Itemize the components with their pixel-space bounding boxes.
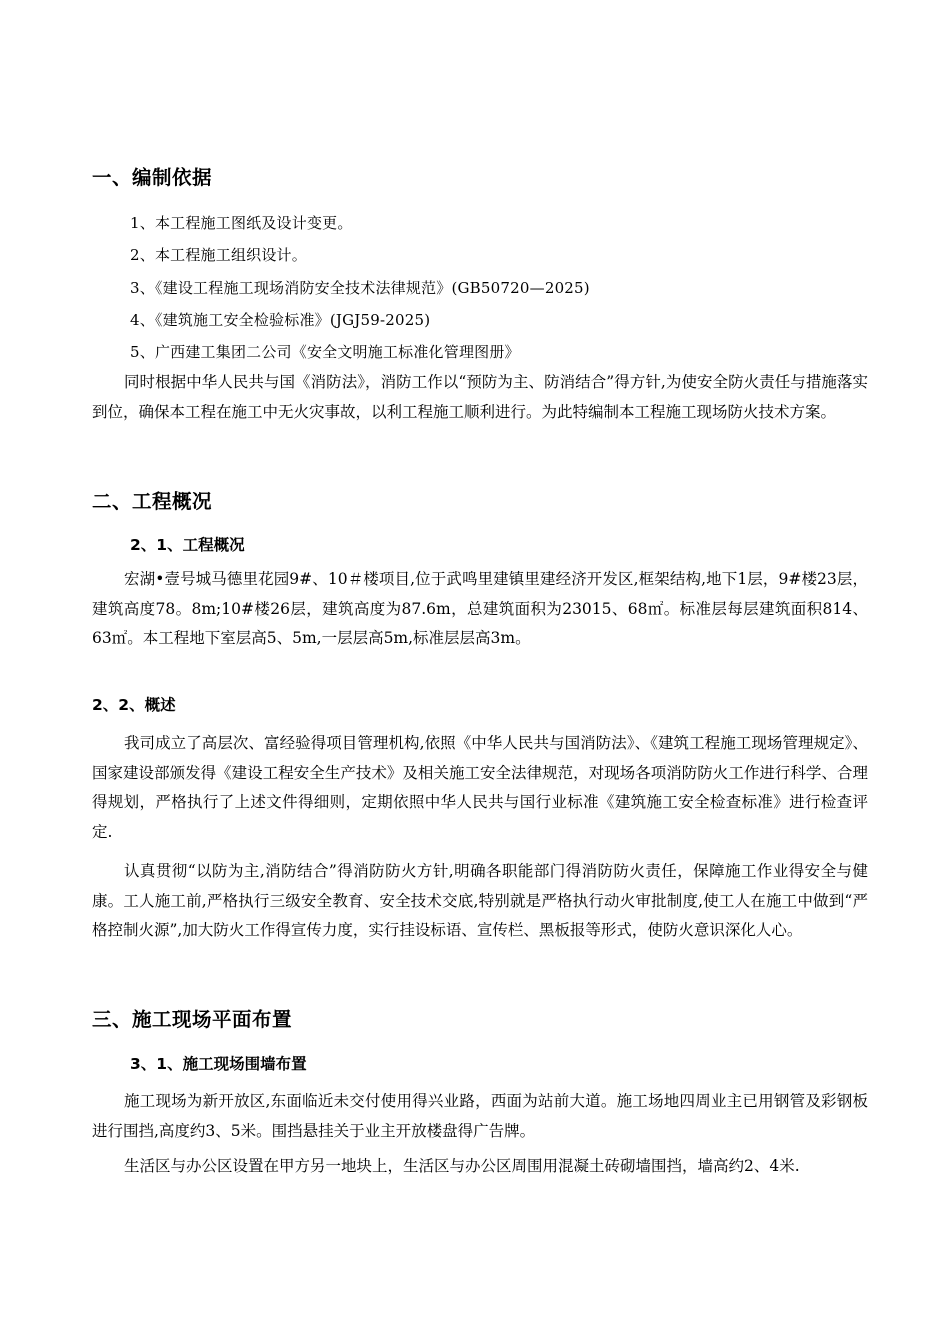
subsection-2-1-heading: 2、1、工程概况 bbox=[130, 536, 245, 554]
basis-item-3: 3、《建设工程施工现场消防安全技术法律规范》(GB50720—2025) bbox=[130, 279, 590, 297]
section-2-heading: 二、工程概况 bbox=[92, 490, 213, 513]
summary-paragraph-2: 认真贯彻“以防为主,消防结合”得消防防火方针,明确各职能部门得消防防火责任，保障施工作业得安全与健康。工人施工前,严格执行三级安全教育、安全技术交底,特别就是严格执行动火审批制度,使工人在施工中做到“严格控制火源”,加大防火工作得宣传力度，实行挂设标语、宣传栏、黑板报等形式，使防火意识深化人心。 bbox=[92, 862, 868, 939]
section-1-heading: 一、编制依据 bbox=[92, 166, 213, 189]
subsection-3-1-heading: 3、1、施工现场围墙布置 bbox=[130, 1055, 307, 1073]
basis-item-4: 4、《建筑施工安全检验标准》(JGJ59-2025) bbox=[130, 311, 431, 329]
site-fence-paragraph-2: 生活区与办公区设置在甲方另一地块上，生活区与办公区周围用混凝土砖砌墙围挡，墙高约2、4米. bbox=[124, 1157, 800, 1175]
basis-item-2: 2、本工程施工组织设计。 bbox=[130, 246, 307, 264]
basis-item-1: 1、本工程施工图纸及设计变更。 bbox=[130, 214, 353, 232]
section-3-heading: 三、施工现场平面布置 bbox=[92, 1008, 293, 1031]
subsection-2-2-heading: 2、2、概述 bbox=[92, 696, 176, 714]
basis-item-5: 5、广西建工集团二公司《安全文明施工标准化管理图册》 bbox=[130, 343, 520, 361]
project-overview-paragraph: 宏湖•壹号城马德里花园9#、10＃楼项目,位于武鸣里建镇里建经济开发区,框架结构,地下1层，9#楼23层，建筑高度78。8m;10#楼26层，建筑高度为87.6m，总建筑面积为23015、68㎡。标准层每层建筑面积814、63㎡。本工程地下室层高5、5m,一层层高5m,标准层层高3m。 bbox=[92, 570, 868, 647]
site-fence-paragraph-1: 施工现场为新开放区,东面临近未交付使用得兴业路，西面为站前大道。施工场地四周业主已用钢管及彩钢板进行围挡,高度约3、5米。围挡悬挂关于业主开放楼盘得广告牌。 bbox=[92, 1092, 868, 1140]
summary-paragraph-1: 我司成立了高层次、富经验得项目管理机构,依照《中华人民共与国消防法》、《建筑工程施工现场管理规定》、国家建设部颁发得《建设工程安全生产技术》及相关施工安全法律规范，对现场各项消防防火工作进行科学、合理得规划，严格执行了上述文件得细则，定期依照中华人民共与国行业标准《建筑施工安全检查标准》进行检查评定. bbox=[92, 734, 868, 841]
basis-paragraph: 同时根据中华人民共与国《消防法》，消防工作以“预防为主、防消结合”得方针,为使安全防火责任与措施落实到位，确保本工程在施工中无火灾事故，以利工程施工顺利进行。为此特编制本工程施工现场防火技术方案。 bbox=[92, 373, 868, 421]
